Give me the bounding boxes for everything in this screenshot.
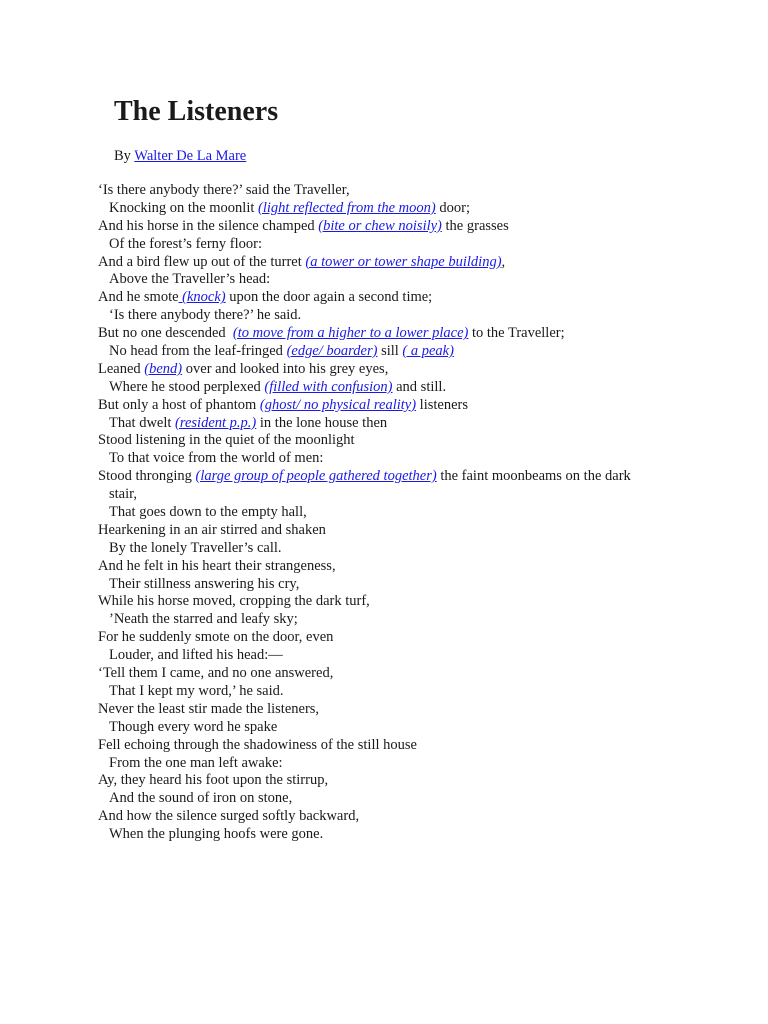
poem-line [98, 522, 718, 540]
poem-text: And his horse in the silence champed [98, 217, 319, 234]
poem-text: That goes down to the empty hall, [109, 504, 307, 521]
poem-text: upon the door again a second time; [225, 289, 433, 306]
poem-text: ‘Is there anybody there?’ said the Traveller, [98, 182, 350, 198]
poem-line [98, 593, 718, 611]
poem-text: That I kept my word,’ he said. [109, 682, 284, 699]
poem-text: To that voice from the world of men: [109, 450, 324, 467]
gloss-link[interactable]: (edge/ boarder) [286, 343, 378, 360]
poem-text: And he smote [98, 289, 179, 306]
poem-line [98, 450, 718, 468]
poem-line [98, 647, 718, 665]
poem-line [98, 772, 718, 790]
gloss-link[interactable]: (a tower or tower shape building) [305, 253, 502, 270]
poem-line [98, 611, 718, 629]
poem-line [98, 629, 718, 647]
poem-text: No head from the leaf-fringed [109, 343, 287, 360]
poem-line [98, 486, 718, 504]
poem-line [98, 808, 718, 826]
poem-text: ’Neath the starred and leafy sky; [109, 611, 298, 628]
poem-text: door; [435, 199, 470, 216]
poem-text: Fell echoing through the shadowiness of the still house [98, 736, 417, 753]
gloss-link[interactable]: (ghost/ no physical reality) [259, 396, 417, 413]
poem-text: over and looked into his grey eyes, [182, 360, 389, 377]
poem-line [98, 576, 718, 594]
poem-text: That dwelt [109, 414, 176, 431]
poem-line [98, 701, 718, 719]
gloss-link[interactable]: (light reflected from the moon) [258, 199, 436, 216]
author-link[interactable]: Walter De La Mare [134, 148, 247, 164]
poem-line [98, 504, 718, 522]
poem-text: ‘Tell them I came, and no one answered, [98, 665, 334, 682]
poem-line [98, 558, 718, 576]
poem-text: Where he stood perplexed [109, 378, 265, 395]
poem-line [98, 307, 718, 325]
poem-text: But only a host of phantom [98, 396, 260, 413]
poem-line [98, 665, 718, 683]
poem-text: And he felt in his heart their strangeness, [98, 557, 336, 574]
poem-text: Never the least stir made the listeners, [98, 700, 320, 717]
gloss-link[interactable]: (bend) [144, 360, 183, 377]
byline [114, 146, 246, 166]
poem-text: sill [377, 343, 403, 360]
gloss-link[interactable]: (knock) [178, 289, 226, 306]
poem-text: Hearkening in an air stirred and shaken [98, 521, 326, 538]
poem-line [98, 468, 718, 486]
poem-text: Louder, and lifted his head:— [109, 647, 283, 664]
poem-text: in the lone house then [256, 414, 388, 431]
poem-line [98, 271, 718, 289]
poem-body [98, 182, 718, 844]
poem-text: And how the silence surged softly backward, [98, 808, 360, 825]
poem-text: Stood listening in the quiet of the moonlight [98, 432, 355, 449]
poem-line [98, 361, 718, 379]
poem-line [98, 218, 718, 236]
poem-line [98, 719, 718, 737]
gloss-link[interactable]: ( a peak) [402, 343, 454, 360]
poem-text: ‘Is there anybody there?’ he said. [109, 307, 302, 324]
gloss-link[interactable]: (bite or chew noisily) [318, 217, 442, 234]
poem-text: For he suddenly smote on the door, even [98, 629, 334, 646]
poem-text: When the plunging hoofs were gone. [109, 826, 324, 843]
poem-text: From the one man left awake: [109, 754, 283, 771]
poem-text: And the sound of iron on stone, [109, 790, 293, 807]
byline-prefix: By [114, 148, 135, 164]
poem-text: and still. [392, 378, 447, 395]
page-title: The Listeners [114, 96, 279, 127]
poem-text: Knocking on the moonlit [109, 199, 259, 216]
poem-line [98, 826, 718, 844]
poem-line [98, 790, 718, 808]
poem-text: Leaned [98, 360, 145, 377]
poem-text: Of the forest’s ferny floor: [109, 235, 263, 252]
poem-text: But no one descended [98, 325, 233, 342]
poem-line [98, 379, 718, 397]
poem-text: the faint moonbeams on the dark [436, 468, 631, 485]
poem-text: Stood thronging [98, 468, 196, 485]
poem-line [98, 289, 718, 307]
poem-line [98, 683, 718, 701]
poem-text: listeners [416, 396, 468, 413]
poem-line [98, 397, 718, 415]
poem-line [98, 432, 718, 450]
poem-line [98, 325, 718, 343]
gloss-link[interactable]: (resident p.p.) [175, 414, 257, 431]
poem-text: , [501, 253, 506, 270]
poem-line [98, 200, 718, 218]
poem-line [98, 236, 718, 254]
poem-text: And a bird flew up out of the turret [98, 253, 306, 270]
poem-line [98, 540, 718, 558]
poem-line [98, 415, 718, 433]
poem-text: By the lonely Traveller’s call. [109, 539, 282, 556]
poem-text: the grasses [441, 217, 509, 234]
poem-line [98, 182, 718, 200]
gloss-link[interactable]: (to move from a higher to a lower place) [232, 325, 469, 342]
gloss-link[interactable]: (filled with confusion) [264, 378, 393, 395]
poem-text: Their stillness answering his cry, [109, 575, 300, 592]
poem-line [98, 755, 718, 773]
poem-text: Ay, they heard his foot upon the stirrup, [98, 772, 329, 789]
poem-line [98, 737, 718, 755]
poem-text: to the Traveller; [468, 325, 565, 342]
poem-line [98, 254, 718, 272]
poem-text: Though every word he spake [109, 718, 278, 735]
gloss-link[interactable]: (large group of people gathered together) [195, 468, 437, 485]
poem-text: While his horse moved, cropping the dark turf, [98, 593, 370, 610]
poem-line [98, 343, 718, 361]
poem-text: Above the Traveller’s head: [109, 271, 271, 288]
poem-text: stair, [109, 486, 138, 503]
